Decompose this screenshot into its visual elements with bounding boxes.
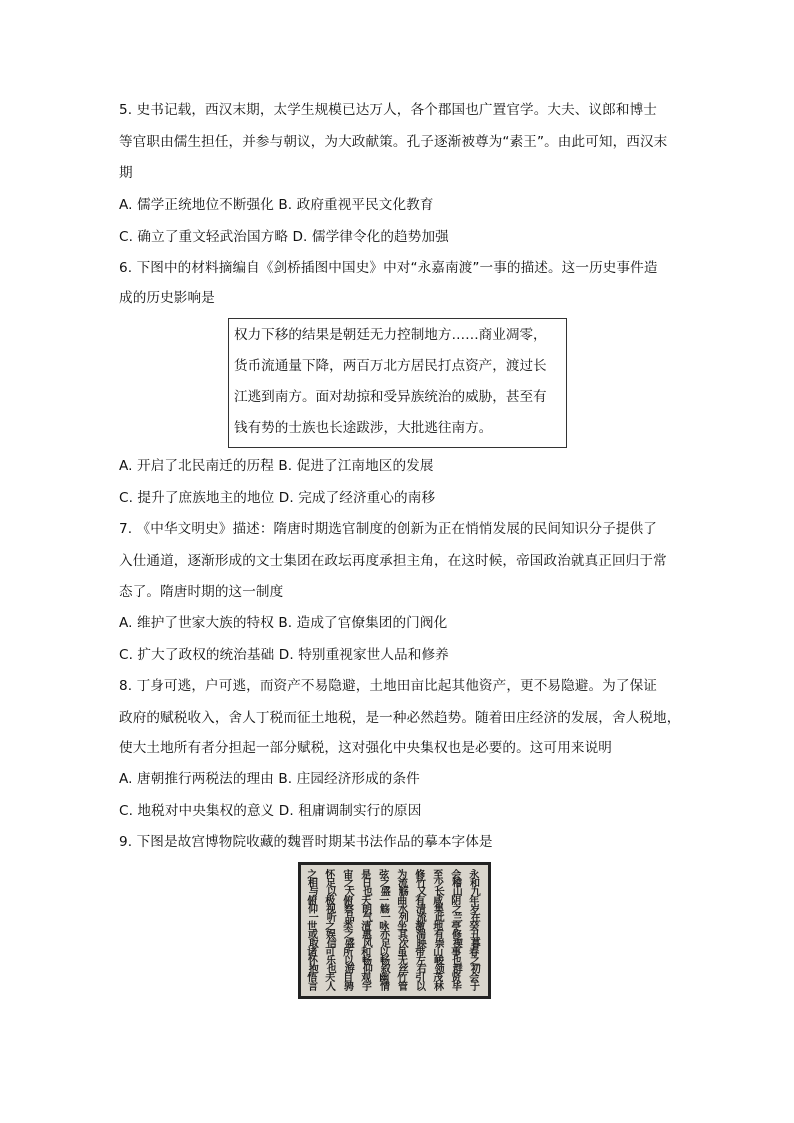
q6-quote-box	[228, 318, 567, 448]
q6-quote-line-3: 江逃到南方。面对劫掠和受异族统治的威胁，甚至有	[234, 389, 547, 405]
calligraphy-column: 会稽山阴之兰亭修禊事也群贤毕	[451, 870, 463, 993]
q8-stem-line-1: 8. 丁身可逃，户可逃，而资产不易隐避，土地田亩比起其他资产，更不易隐避。为了保证	[119, 678, 657, 694]
calligraphy-column: 至少长咸集此地有崇山峻领茂林	[433, 870, 445, 993]
calligraphy-svg	[298, 862, 491, 999]
q8-stem-line-2: 政府的赋税收入，舍人丁税而征土地税，是一种必然趋势。随着田庄经济的发展，舍人税地，	[119, 710, 681, 726]
q6-options-line-2: C. 提升了庶族地主的地位 D. 完成了经济重心的南移	[119, 490, 436, 506]
q6-stem-line-1: 6. 下图中的材料摘编自《剑桥插图中国史》中对“永嘉南渡”一事的描述。这一历史事件造	[119, 260, 658, 276]
q6-quote-line-4: 钱有势的士族也长途跋涉，大批逃往南方。	[234, 420, 493, 436]
q6-quote-line-1: 权力下移的结果是朝廷无力控制地方……商业凋零，	[234, 327, 547, 343]
calligraphy-column: 是日也天朗气清惠风和畅仰观宇	[361, 870, 373, 993]
calligraphy-column: 为流觞曲水列坐其次虽无丝竹管	[397, 870, 409, 993]
q5-options-line-2: C. 确立了重文轻武治国方略 D. 儒学律令化的趋势加强	[119, 229, 449, 245]
q7-options-line-1: A. 维护了世家大族的特权 B. 造成了官僚集团的门阀化	[119, 615, 448, 631]
q8-options-line-2: C. 地税对中央集权的意义 D. 租庸调制实行的原因	[119, 803, 422, 819]
q5-stem-line-3: 期	[119, 165, 133, 181]
q6-quote-line-2: 货币流通量下降，两百万北方居民打点资产，渡过长	[234, 358, 547, 374]
q7-stem-line-2: 入仕通道，逐渐形成的文士集团在政坛再度承担主角，在这时候，帝国政治就真正回归于常	[119, 553, 667, 569]
q5-stem-line-2: 等官职由儒生担任，并参与朝议，为大政献策。孔子逐渐被尊为“素王”。由此可知，西汉末	[119, 134, 668, 150]
q6-stem-line-2: 成的历史影响是	[119, 290, 215, 306]
calligraphy-image	[298, 862, 491, 999]
q7-options-line-2: C. 扩大了政权的统治基础 D. 特别重视家世人品和修养	[119, 647, 449, 663]
calligraphy-column: 之相与俯仰一世或取诸怀抱悟言	[307, 870, 319, 993]
q9-stem-line-1: 9. 下图是故宫博物院收藏的魏晋时期某书法作品的摹本字体是	[119, 834, 493, 850]
calligraphy-column: 修竹又有清流激湍映带左右引以	[415, 870, 427, 993]
calligraphy-column: 宙之大俯察品类之盛所以游目骋	[343, 870, 355, 993]
q8-stem-line-3: 使大土地所有者分担起一部分赋税，这对强化中央集权也是必要的。这可用来说明	[119, 740, 612, 756]
calligraphy-column: 怀足以极视听之娱信可乐也夫人	[325, 870, 337, 993]
q8-options-line-1: A. 唐朝推行两税法的理由 B. 庄园经济形成的条件	[119, 771, 420, 787]
q5-stem-line-1: 5. 史书记载，西汉末期，太学生规模已达万人，各个郡国也广置官学。大夫、议郎和博士	[119, 102, 657, 118]
q6-options-line-1: A. 开启了北民南迁的历程 B. 促进了江南地区的发展	[119, 458, 434, 474]
q7-stem-line-1: 7. 《中华文明史》描述：隋唐时期选官制度的创新为正在悄悄发展的民间知识分子提供了	[119, 521, 657, 537]
calligraphy-column: 永和九年岁在癸丑暮春之初会于	[469, 870, 481, 993]
q5-options-line-1: A. 儒学正统地位不断强化 B. 政府重视平民文化教育	[119, 197, 434, 213]
calligraphy-column: 弦之盛一觞一咏亦足以畅叙幽情	[379, 870, 391, 993]
q7-stem-line-3: 态了。隋唐时期的这一制度	[119, 584, 284, 600]
